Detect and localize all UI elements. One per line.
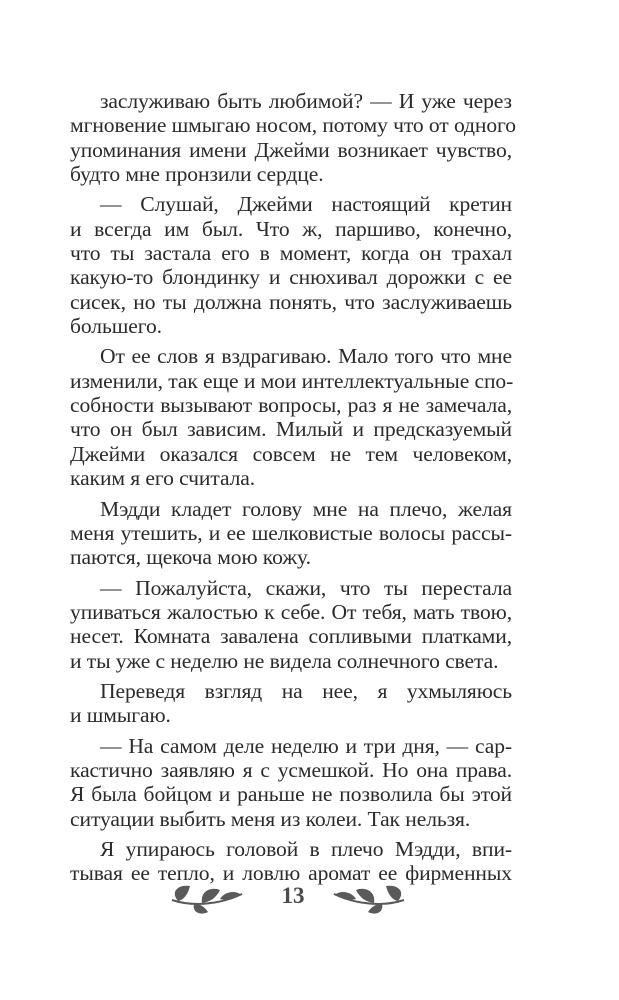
body-text <box>70 89 516 886</box>
text-line: От ее слов я вздрагиваю. Мало того что мне <box>100 344 512 369</box>
text-line: большего. <box>70 314 162 339</box>
text-line: что ты застала его в момент, когда он трахал <box>70 241 512 266</box>
text-line: ситуации выбить меня из колеи. Так нельзя. <box>70 806 471 831</box>
text-line: будто мне пронзили сердце. <box>70 162 324 187</box>
text-line: и шмыгаю. <box>70 703 171 728</box>
paragraph <box>70 734 512 831</box>
text-line: и всегда им был. Что ж, паршиво, конечно, <box>70 216 512 241</box>
page-footer <box>0 868 619 928</box>
text-line: паются, щекоча мою кожу. <box>70 545 311 570</box>
paragraph <box>70 679 512 728</box>
text-line: тывая ее тепло, и ловлю аромат ее фирменных <box>70 861 512 886</box>
text-line: упиваться жалостью к себе. От тебя, мать твою, <box>70 599 512 624</box>
paragraph <box>70 576 512 673</box>
leaf-branch-right-icon <box>330 878 408 918</box>
text-line: Я была бойцом и раньше не позволила бы этой <box>70 782 512 807</box>
text-line: — На самом деле неделю и три дня, — сар- <box>100 733 512 758</box>
text-line: кастично заявляю я с усмешкой. Но она права. <box>70 757 512 782</box>
paragraph <box>70 497 512 570</box>
paragraph <box>70 192 512 338</box>
text-line: несет. Комната завалена сопливыми платками, <box>70 624 512 649</box>
text-line: каким я его считала. <box>70 466 256 491</box>
text-line: меня утешить, и ее шелковистые волосы рассы- <box>70 520 512 545</box>
text-line: упоминания имени Джейми возникает чувство, <box>70 137 512 162</box>
text-line: Я упираюсь головой в плечо Мэдди, впи- <box>100 836 512 861</box>
text-line: Джейми оказался совсем не тем человеком, <box>70 441 512 466</box>
text-line: — Слушай, Джейми настоящий кретин <box>100 192 512 217</box>
text-line: — Пожалуйста, скажи, что ты перестала <box>100 575 512 600</box>
paragraph <box>70 344 512 490</box>
text-line: изменили, так еще и мои интеллектуальные спо- <box>70 368 514 393</box>
text-line: заслуживаю быть любимой? — И уже через <box>100 89 512 113</box>
text-line: и ты уже с неделю не видела солнечного света. <box>70 648 499 673</box>
paragraph <box>70 89 516 187</box>
text-line: что он был зависим. Милый и предсказуемый <box>70 417 512 442</box>
text-line: Мэдди кладет голову мне на плечо, желая <box>100 496 512 521</box>
leaf-branch-left-icon <box>168 878 246 918</box>
text-line: какую-то блондинку и снюхивал дорожки с ее <box>70 265 512 290</box>
text-line: сисек, но ты должна понять, что заслуживаешь <box>70 289 512 314</box>
page-number: 13 <box>281 883 305 908</box>
text-line: собности вызывают вопросы, раз я не замечала, <box>70 393 512 418</box>
text-line: мгновение шмыгаю носом, потому что от одного <box>70 113 516 138</box>
text-line: Переведя взгляд на нее, я ухмыляюсь <box>100 678 512 703</box>
